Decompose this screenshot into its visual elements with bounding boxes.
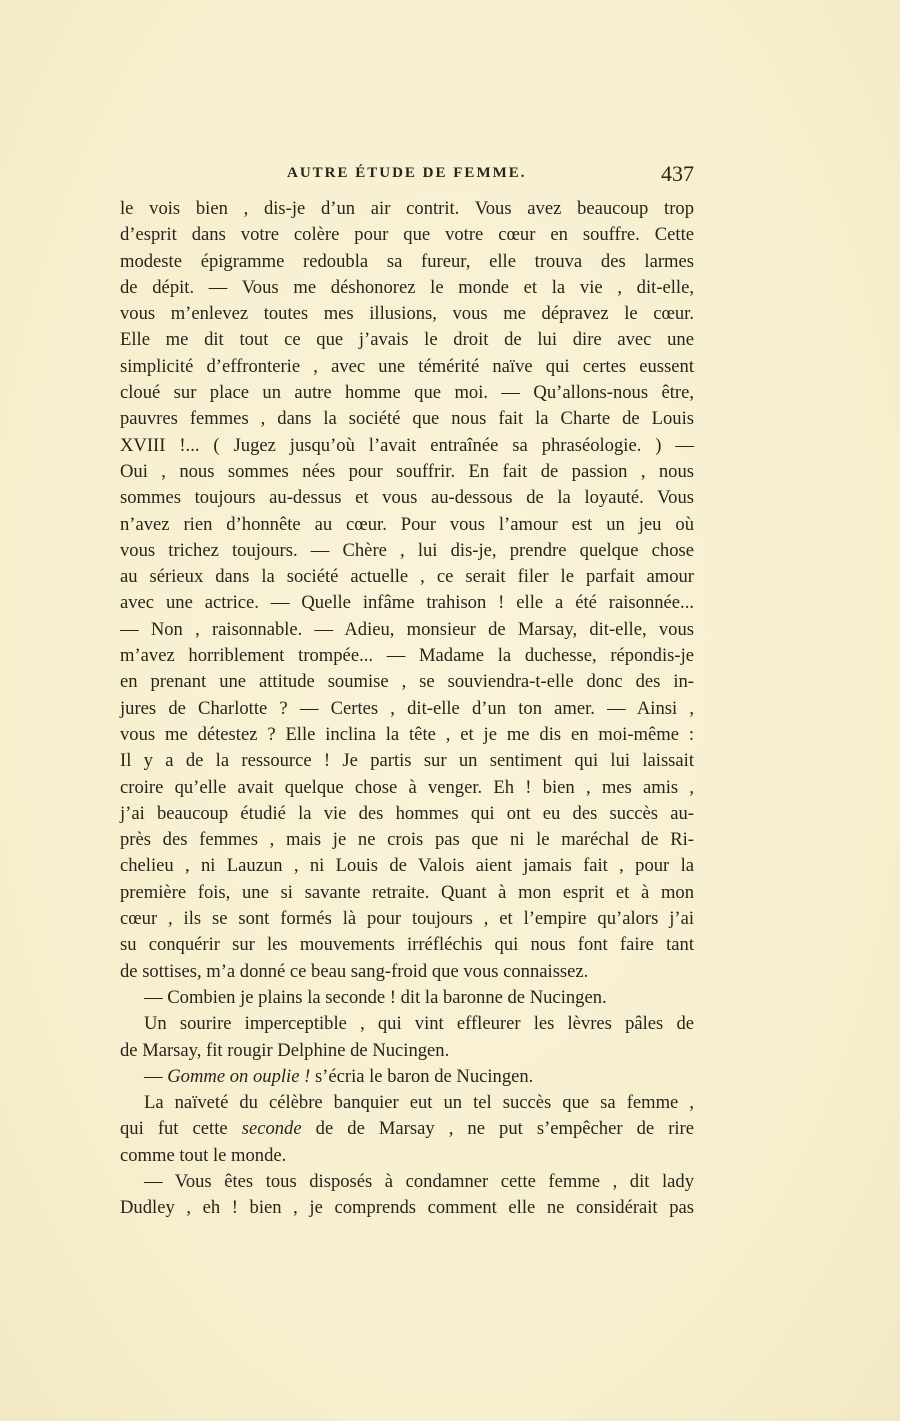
page-number: 437 xyxy=(661,161,694,186)
text-line: vous m’enlevez toutes mes illusions, vous me dépravez le cœur. xyxy=(120,303,694,325)
text-line: Un sourire imperceptible , qui vint effleurer les lèvres pâles de xyxy=(144,1013,694,1035)
text-line: — Non , raisonnable. — Adieu, monsieur de Marsay, dit-elle, vous xyxy=(120,618,694,640)
text-line: de dépit. — Vous me déshonorez le monde et la vie , dit-elle, xyxy=(120,276,694,298)
text-line: Dudley , eh ! bien , je comprends comment elle ne considérait pas xyxy=(120,1197,694,1219)
page-header xyxy=(120,163,694,189)
text-line: avec une actrice. — Quelle infâme trahison ! elle a été raisonnée... xyxy=(120,592,694,614)
text-line: — Vous êtes tous disposés à condamner cette femme , dit lady xyxy=(144,1170,694,1192)
text-line: de Marsay, fit rougir Delphine de Nucingen. xyxy=(120,1039,450,1061)
text-line: de sottises, m’a donné ce beau sang-froid que vous connaissez. xyxy=(120,960,589,982)
text-line: cloué sur place un autre homme que moi. — Qu’allons-nous être, xyxy=(120,382,694,404)
text-line: La naïveté du célèbre banquier eut un tel succès que sa femme , xyxy=(144,1092,694,1114)
text-line: première fois, une si savante retraite. Quant à mon esprit et à mon xyxy=(120,881,694,903)
text-segment: — xyxy=(144,1065,168,1087)
text-line: Il y a de la ressource ! Je partis sur un sentiment qui lui laissait xyxy=(120,750,694,772)
text-line: j’ai beaucoup étudié la vie des hommes qui ont eu des succès au- xyxy=(120,802,694,824)
text-line: chelieu , ni Lauzun , ni Louis de Valois aient jamais fait , pour la xyxy=(120,855,694,877)
text-line: le vois bien , dis-je d’un air contrit. Vous avez beaucoup trop xyxy=(120,198,694,219)
text-segment: qui fut cette xyxy=(120,1118,242,1140)
text-line: modeste épigramme redoubla sa fureur, elle trouva des larmes xyxy=(120,250,694,272)
text-line: comme tout le monde. xyxy=(120,1144,287,1166)
text-line: sommes toujours au-dessus et vous au-dessous de la loyauté. Vous xyxy=(120,487,694,509)
text-line: n’avez rien d’honnête au cœur. Pour vous l’amour est un jeu où xyxy=(120,513,694,535)
text-line: Oui , nous sommes nées pour souffrir. En fait de passion , nous xyxy=(120,460,694,482)
text-line: croire qu’elle avait quelque chose à venger. Eh ! bien , mes amis , xyxy=(120,776,694,798)
page-body-text xyxy=(120,196,694,1222)
text-line: m’avez horriblement trompée... — Madame la duchesse, répondis-je xyxy=(120,645,694,667)
text-line: Elle me dit tout ce que j’avais le droit de lui dire avec une xyxy=(120,329,694,351)
text-line: cœur , ils se sont formés là pour toujours , et l’empire qu’alors j’ai xyxy=(120,908,694,930)
text-line: jures de Charlotte ? — Certes , dit-elle d’un ton amer. — Ainsi , xyxy=(120,697,694,719)
text-line: XVIII !... ( Jugez jusqu’où l’avait entraînée sa phraséologie. ) — xyxy=(120,434,694,456)
text-line: en prenant une attitude soumise , se souviendra-t-elle donc des in- xyxy=(120,671,694,693)
text-line: — Combien je plains la seconde ! dit la baronne de Nucingen. xyxy=(144,986,607,1008)
text-segment: s’écria le baron de Nucingen. xyxy=(310,1065,534,1087)
text-line: vous trichez toujours. — Chère , lui dis-je, prendre quelque chose xyxy=(120,539,694,561)
running-title: AUTRE ÉTUDE DE FEMME. xyxy=(287,165,527,181)
text-line: vous me détestez ? Elle inclina la tête , et je me dis en moi-même : xyxy=(120,723,694,745)
text-line: simplicité d’effronterie , avec une témérité naïve qui certes eussent xyxy=(120,355,694,377)
italic-text: seconde xyxy=(241,1118,302,1140)
text-line xyxy=(120,1116,694,1142)
text-line: d’esprit dans votre colère pour que votre cœur en souffre. Cette xyxy=(120,224,694,246)
text-line xyxy=(120,1064,694,1090)
italic-text: Gomme on ouplie ! xyxy=(167,1065,311,1087)
text-line: près des femmes , mais je ne crois pas que ni le maréchal de Ri- xyxy=(120,829,694,851)
text-segment: de de Marsay , ne put s’empêcher de rire xyxy=(301,1118,695,1140)
text-line: su conquérir sur les mouvements irréfléchis qui nous font faire tant xyxy=(120,934,694,956)
text-line: au sérieux dans la société actuelle , ce serait filer le parfait amour xyxy=(120,566,694,588)
text-line: pauvres femmes , dans la société que nous fait la Charte de Louis xyxy=(120,408,694,430)
